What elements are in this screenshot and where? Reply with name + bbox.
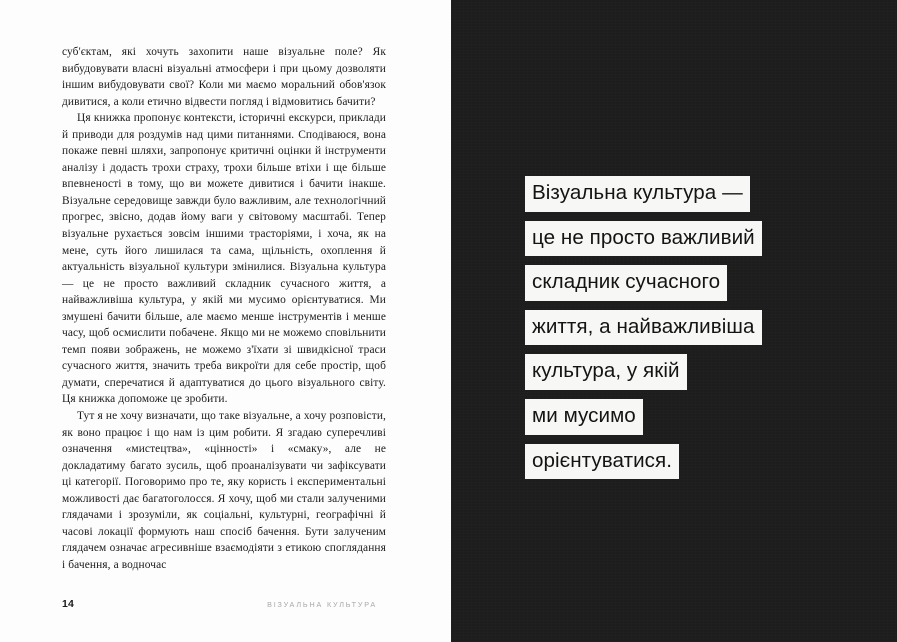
pull-quote-line <box>525 221 875 257</box>
running-head: ВІЗУАЛЬНА КУЛЬТУРА <box>267 600 377 609</box>
paragraph: Ця книжка пропонує контексти, історичні екскурси, приклади й приводи для роздумів над цими питаннями. Сподіваюся, вона покаже певні шляхи, запропонує критичні оцінки й інструменти аналізу і додасть трохи страху, трохи більше втіхи і ще більше впевненості в тому, що ви можете дивитися і бачити інакше. Візуальне середовище завжди було важливим, але технологічний прогрес, звісно, додав йому ваги у світовому масштабі. Тепер візуальне рухається зовсім іншими трасторіями, і хоча, як на мене, суть його лишилася та сама, щільність, охоплення й актуальність візуальної культури змінилися. Візуальна культура — це не просто важливий складник сучасного життя, а найважливіша культура, у якій ми мусимо орієнтуватися. Ми змушені бачити більше, але маємо менше інструментів і менше часу, щоб осмислити побачене. Якщо ми не можемо сповільнити темп появи зображень, не можемо з'їхати зі швидкісної траси сучасного життя, значить треба викроїти для себе простір, щоб думати, сперечатися й адаптуватися до цього візуального світу. Ця книжка допоможе це зробити. <box>62 112 386 406</box>
right-page <box>451 0 897 642</box>
pull-quote-line-text: складник сучасного <box>525 265 727 301</box>
body-text-column <box>62 44 386 574</box>
pull-quote-line <box>525 310 875 346</box>
pull-quote-line-text: орієнтуватися. <box>525 444 679 480</box>
pull-quote-line-text: Візуальна культура — <box>525 176 750 212</box>
pull-quote-line-text: культура, у якій <box>525 354 687 390</box>
pull-quote-line <box>525 265 875 301</box>
pull-quote-line-text: життя, а найважливіша <box>525 310 762 346</box>
paragraph: суб'єктам, які хочуть захопити наше візуальне поле? Як вибудовувати власні візуальні атмосфери і при цьому дозволяти іншим вибудовувати свої? Коли ми маємо моральний обов'язок дивитися, а коли етично відвести погляд і відмовитись бачити? <box>62 46 386 108</box>
page-number: 14 <box>62 598 74 610</box>
paragraph: Тут я не хочу визначати, що таке візуальне, а хочу розповісти, як воно працює і що нам із цим робити. Я згадаю суперечливі означення «мистецтва», «цінності» і «смаку», але не докладатиму багато зусиль, щоб проаналізувати чи зафіксувати ці категорії. Поговоримо про те, яку користь і експериментальні можливості дає багатоголосся. Я хочу, щоб ми стали залученими глядачами і зрозуміли, як соціальні, культурні, географічні й часові локації формують наш спосіб бачення. Бути залученим глядачем означає агресивніше взаємодіяти з етикою споглядання і бачення, а водночас <box>62 410 386 571</box>
pull-quote-line-text: це не просто важливий <box>525 221 762 257</box>
page-footer <box>62 598 386 614</box>
pull-quote-line <box>525 399 875 435</box>
pull-quote <box>525 176 875 479</box>
pull-quote-line <box>525 444 875 480</box>
pull-quote-line <box>525 354 875 390</box>
pull-quote-line-text: ми мусимо <box>525 399 643 435</box>
pull-quote-line <box>525 176 875 212</box>
